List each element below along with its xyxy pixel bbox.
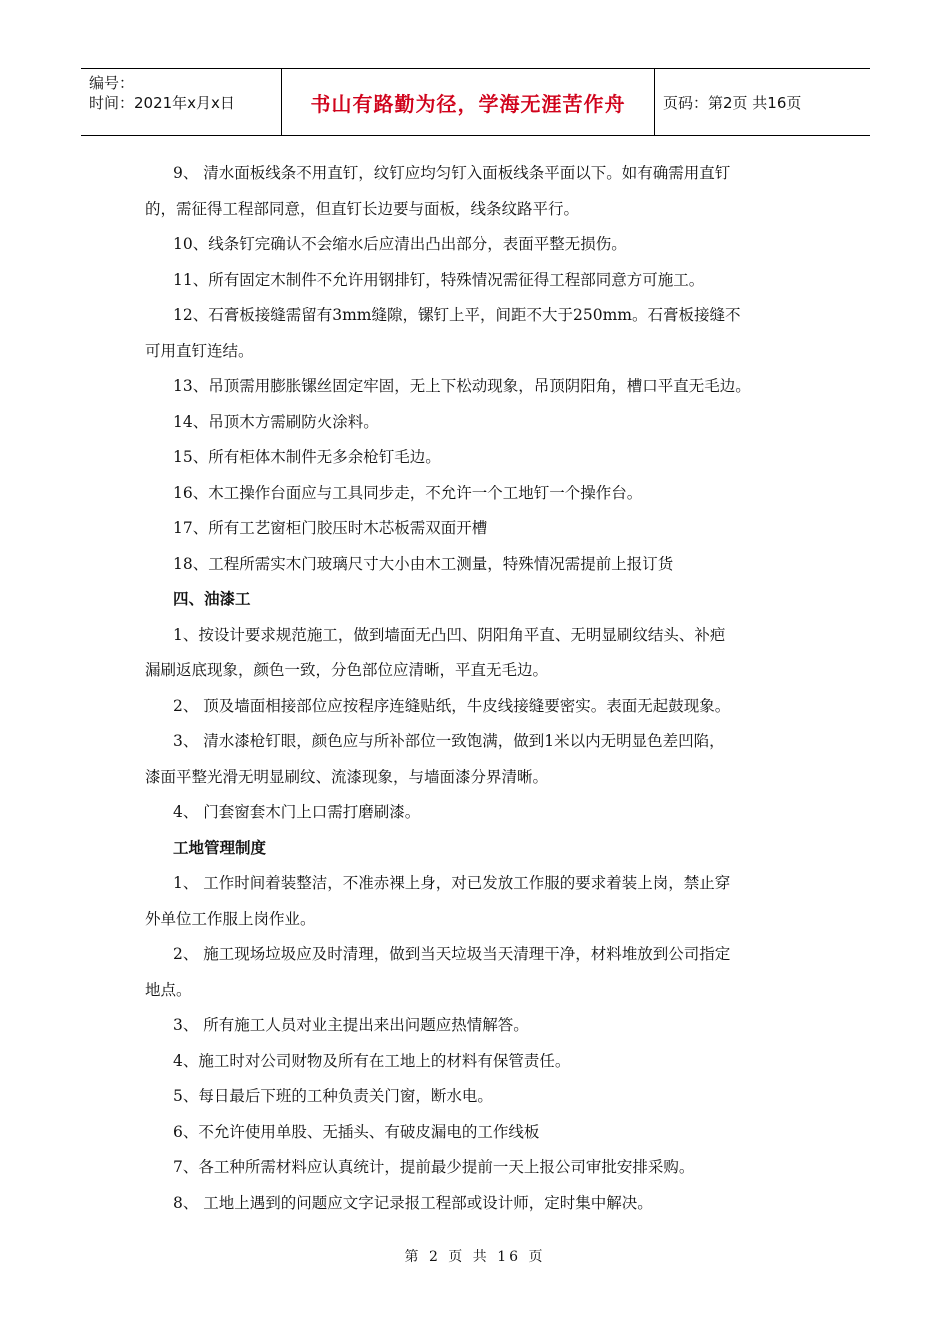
text-line: 漏刷返底现象，颜色一致，分色部位应清晰，平直无毛边。 (145, 661, 549, 679)
text-line: 2、 顶及墙面相接部位应按程序连缝贴纸，牛皮线接缝要密实。表面无起鼓现象。 (173, 696, 731, 715)
section-heading: 四、油漆工 (173, 590, 251, 608)
text-line: 6、不允许使用单股、无插头、有破皮漏电的工作线板 (173, 1122, 540, 1141)
header-page-info: 页码：第2页 共16页 (663, 93, 802, 112)
header-meta (81, 69, 282, 135)
text-line: 17、所有工艺窗柜门胶压时木芯板需双面开槽 (173, 519, 488, 537)
text-line: 7、各工种所需材料应认真统计，提前最少提前一天上报公司审批安排采购。 (173, 1158, 695, 1176)
text-line: 8、 工地上遇到的问题应文字记录报工程部或设计师，定时集中解决。 (173, 1193, 653, 1212)
text-line: 1、 工作时间着装整洁，不准赤裸上身，对已发放工作服的要求着装上岗，禁止穿 (173, 874, 731, 892)
text-line: 漆面平整光滑无明显刷纹、流漆现象，与墙面漆分界清晰。 (145, 767, 549, 786)
text-line: 2、 施工现场垃圾应及时清理，做到当天垃圾当天清理干净，材料堆放到公司指定 (173, 945, 731, 963)
page-header (81, 68, 870, 136)
text-line: 3、 清水漆枪钉眼，颜色应与所补部位一致饱满，做到1米以内无明显色差凹陷， (173, 732, 725, 750)
text-line: 外单位工作服上岗作业。 (145, 909, 316, 928)
text-line: 18、工程所需实木门玻璃尺寸大小由木工测量，特殊情况需提前上报订货 (173, 554, 674, 573)
text-line: 4、 门套窗套木门上口需打磨刷漆。 (173, 803, 421, 821)
text-line: 16、木工操作台面应与工具同步走，不允许一个工地钉一个操作台。 (173, 483, 643, 502)
text-line: 的，需征得工程部同意，但直钉长边要与面板，线条纹路平行。 (145, 199, 580, 218)
page-footer: 第 2 页 共 16 页 (404, 1249, 546, 1265)
text-line: 9、 清水面板线条不用直钉，纹钉应均匀钉入面板线条平面以下。如有确需用直钉 (173, 164, 731, 182)
header-motto: 书山有路勤为径，学海无涯苦作舟 (282, 69, 655, 135)
text-line: 15、所有柜体木制件无多余枪钉毛边。 (173, 448, 441, 466)
text-line: 11、所有固定木制件不允许用钢排钉，特殊情况需征得工程部同意方可施工。 (173, 270, 705, 289)
document-body (145, 156, 815, 1221)
document-number: 编号： (89, 74, 135, 92)
text-line: 可用直钉连结。 (145, 341, 254, 360)
text-line: 3、 所有施工人员对业主提出来出问题应热情解答。 (173, 1016, 529, 1034)
text-line: 4、施工时对公司财物及所有在工地上的材料有保管责任。 (173, 1051, 571, 1070)
document-date: 时间：2021年x月x日 (89, 94, 235, 112)
text-line: 5、每日最后下班的工种负责关门窗，断水电。 (173, 1087, 493, 1105)
text-line: 12、石膏板接缝需留有3mm缝隙，镙钉上平，间距不大于250mm。石膏板接缝不 (173, 306, 741, 324)
text-line: 10、线条钉完确认不会缩水后应清出凸出部分，表面平整无损伤。 (173, 235, 627, 253)
text-line: 地点。 (145, 980, 192, 999)
text-line: 1、按设计要求规范施工，做到墙面无凸凹、阴阳角平直、无明显刷纹结头、补疤 (173, 625, 726, 644)
section-heading: 工地管理制度 (173, 838, 267, 857)
text-line: 14、吊顶木方需刷防火涂料。 (173, 412, 379, 431)
text-line: 13、吊顶需用膨胀镙丝固定牢固，无上下松动现象，吊顶阴阳角，槽口平直无毛边。 (173, 377, 751, 395)
